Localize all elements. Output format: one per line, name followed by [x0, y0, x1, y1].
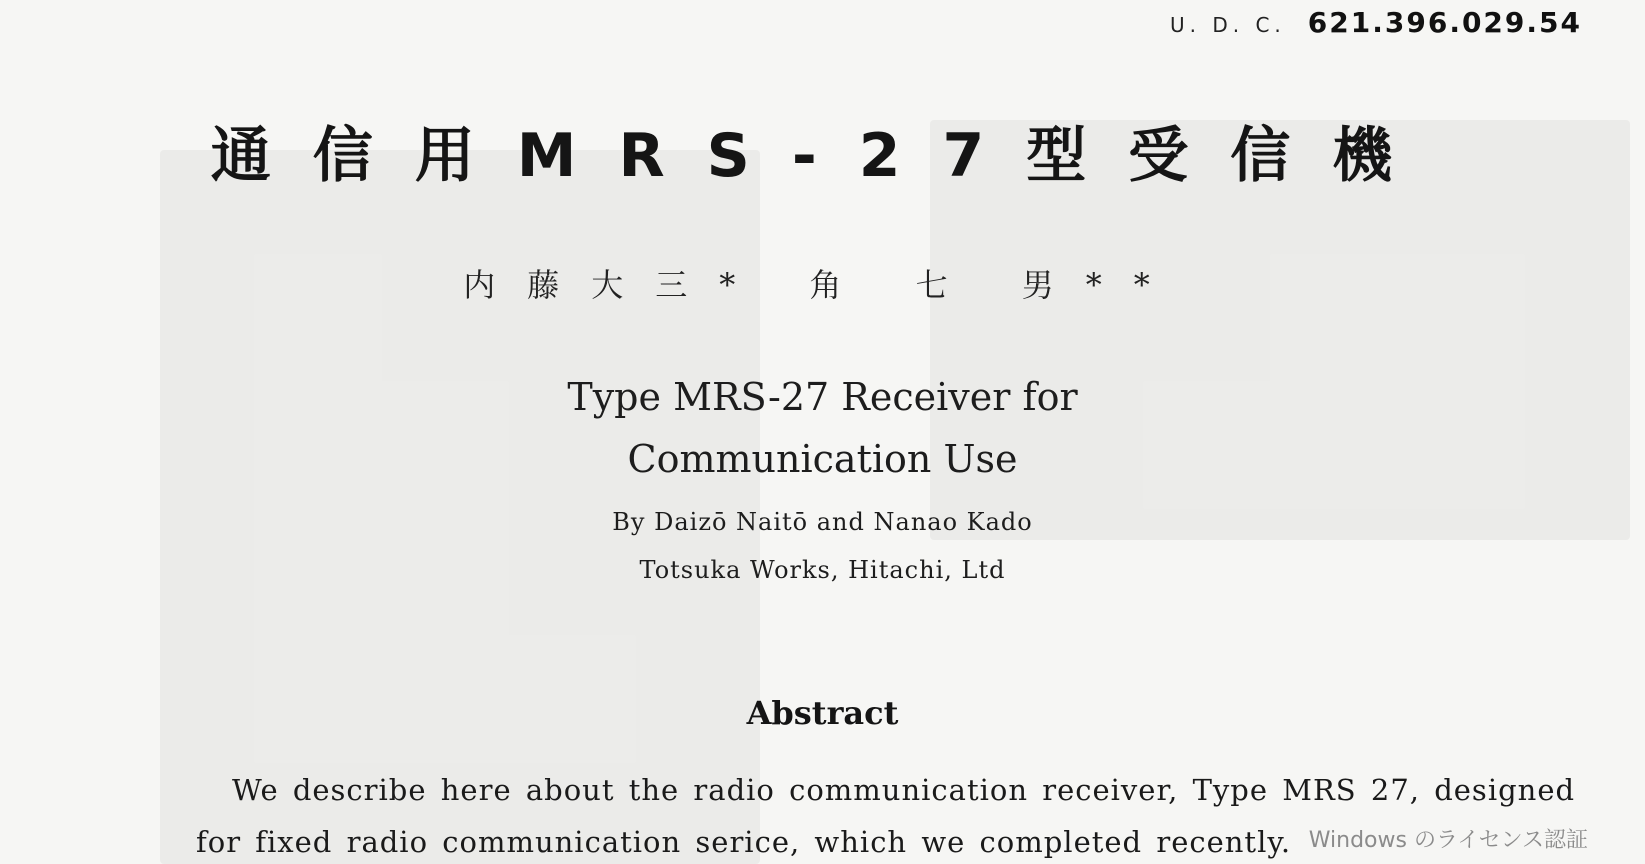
japanese-title: 通信用MRS-27型受信機: [210, 121, 1435, 191]
english-title-line-2: Communication Use: [627, 437, 1018, 481]
affiliation: Totsuka Works, Hitachi, Ltd: [639, 556, 1006, 584]
udc-number: 621.396.029.54: [1307, 6, 1582, 39]
english-title: [0, 366, 1645, 490]
abstract-heading: Abstract: [746, 694, 899, 732]
abstract-body: We describe here about the radio communication receiver, Type MRS 27, designed for fixed radio communication serice, which we completed recently.: [196, 773, 1576, 859]
udc-header: [1170, 6, 1582, 39]
windows-activation-watermark: Windows のライセンス認証: [1308, 828, 1588, 853]
background-bleed-left: [160, 150, 760, 864]
english-title-line-1: Type MRS-27 Receiver for: [567, 375, 1078, 419]
english-authors: By Daizō Naitō and Nanao Kado: [612, 508, 1033, 536]
japanese-authors: 内藤大三* 角 七 男**: [463, 266, 1182, 304]
udc-label: U. D. C.: [1169, 13, 1286, 37]
